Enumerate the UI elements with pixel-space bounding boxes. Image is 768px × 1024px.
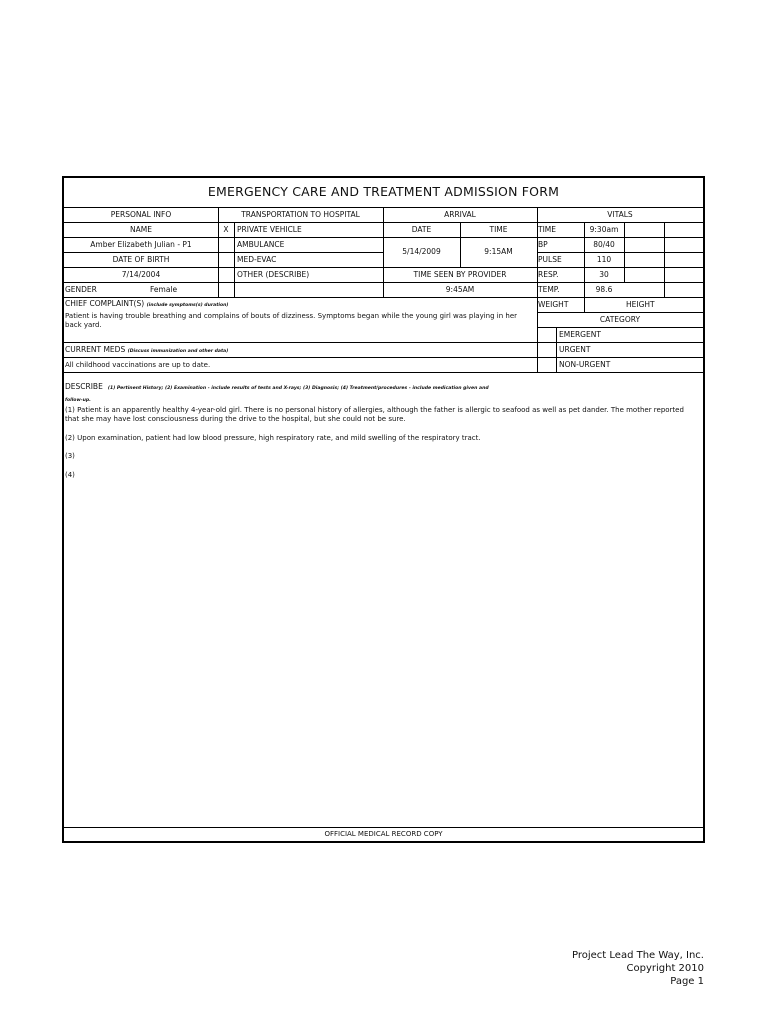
describe-item-1[interactable]: (1) Patient is an apparently healthy 4-year-old girl. There is no personal history of allergies, although the father is allergic to seafood as well as pet dander. The mother reported that she may have lost consciousness during the drive to the hospital, but she could not be sure. bbox=[65, 406, 684, 423]
current-meds-label: CURRENT MEDS bbox=[65, 345, 126, 354]
dob-label: DATE OF BIRTH bbox=[112, 255, 170, 264]
chief-complaint-heading bbox=[65, 299, 229, 311]
transportation-header: TRANSPORTATION TO HOSPITAL bbox=[241, 210, 360, 219]
describe-heading bbox=[65, 380, 505, 404]
footer-copyright: Copyright 2010 bbox=[626, 963, 704, 974]
time-seen-value[interactable]: 9:45AM bbox=[445, 285, 475, 294]
official-record-label: OFFICIAL MEDICAL RECORD COPY bbox=[324, 830, 443, 838]
current-meds-hint: (Discuss immunization and other data) bbox=[127, 349, 229, 354]
describe-hint: (1) Pertinent History; (2) Examination - include results of tests and X-rays; (3) Diagnosis; (4) Treatment/procedures - include medication given and follow-up. bbox=[65, 386, 489, 403]
transport-option-ambulance: AMBULANCE bbox=[237, 240, 285, 249]
name-label: NAME bbox=[130, 225, 152, 234]
vitals-bp-label: BP bbox=[538, 240, 548, 249]
describe-item-2[interactable]: (2) Upon examination, patient had low blood pressure, high respiratory rate, and mild swelling of the respiratory tract. bbox=[65, 434, 481, 442]
describe-label: DESCRIBE bbox=[65, 382, 103, 391]
chief-complaint-hint: (include symptoms(s) duration) bbox=[146, 303, 229, 308]
arrival-time-label: TIME bbox=[489, 225, 508, 234]
vitals-header: VITALS bbox=[607, 210, 633, 219]
vitals-time-label: TIME bbox=[538, 225, 557, 234]
gender-label: GENDER bbox=[65, 285, 97, 294]
name-value[interactable]: Amber Elizabeth Julian - P1 bbox=[90, 240, 192, 249]
vitals-resp-value[interactable]: 30 bbox=[599, 270, 609, 279]
form-title: EMERGENCY CARE AND TREATMENT ADMISSION FORM bbox=[207, 184, 560, 199]
vitals-pulse-label: PULSE bbox=[538, 255, 562, 264]
current-meds-text[interactable]: All childhood vaccinations are up to date. bbox=[65, 361, 211, 369]
weight-label: WEIGHT bbox=[538, 300, 569, 309]
personal-info-header: PERSONAL INFO bbox=[110, 210, 172, 219]
arrival-date-label: DATE bbox=[411, 225, 432, 234]
gender-value[interactable]: Female bbox=[150, 285, 178, 294]
page-footer bbox=[572, 949, 704, 988]
vitals-resp-label: RESP. bbox=[538, 270, 559, 279]
footer-page-number: Page 1 bbox=[670, 976, 704, 987]
arrival-header: ARRIVAL bbox=[444, 210, 476, 219]
category-option-non-urgent[interactable]: NON-URGENT bbox=[559, 360, 611, 369]
transport-option-other: OTHER (DESCRIBE) bbox=[237, 270, 310, 279]
time-seen-label: TIME SEEN BY PROVIDER bbox=[413, 270, 507, 279]
category-option-emergent[interactable]: EMERGENT bbox=[559, 330, 601, 339]
category-header: CATEGORY bbox=[599, 315, 641, 324]
current-meds-heading bbox=[65, 345, 228, 357]
admission-form bbox=[62, 176, 705, 843]
transport-option-private-vehicle: PRIVATE VEHICLE bbox=[237, 225, 302, 234]
vitals-temp-value[interactable]: 98.6 bbox=[595, 285, 613, 294]
height-label: HEIGHT bbox=[626, 300, 655, 309]
dob-value[interactable]: 7/14/2004 bbox=[121, 270, 161, 279]
vitals-temp-label: TEMP. bbox=[538, 285, 560, 294]
transport-mark-private[interactable]: X bbox=[223, 225, 229, 234]
transport-option-med-evac: MED-EVAC bbox=[237, 255, 277, 264]
arrival-date-value[interactable]: 5/14/2009 bbox=[402, 247, 441, 256]
arrival-time-value[interactable]: 9:15AM bbox=[484, 247, 513, 256]
chief-complaint-label: CHIEF COMPLAINT(S) bbox=[65, 299, 145, 308]
chief-complaint-text[interactable]: Patient is having trouble breathing and complains of bouts of dizziness. Symptoms began while the young girl was playing in her back yard. bbox=[65, 312, 517, 329]
describe-item-4[interactable]: (4) bbox=[65, 471, 75, 479]
footer-company: Project Lead The Way, Inc. bbox=[572, 950, 704, 961]
vitals-pulse-value[interactable]: 110 bbox=[596, 255, 612, 264]
vitals-time-value[interactable]: 9:30am bbox=[589, 225, 619, 234]
category-option-urgent[interactable]: URGENT bbox=[559, 345, 591, 354]
describe-item-3[interactable]: (3) bbox=[65, 452, 75, 460]
vitals-bp-value[interactable]: 80/40 bbox=[593, 240, 615, 249]
